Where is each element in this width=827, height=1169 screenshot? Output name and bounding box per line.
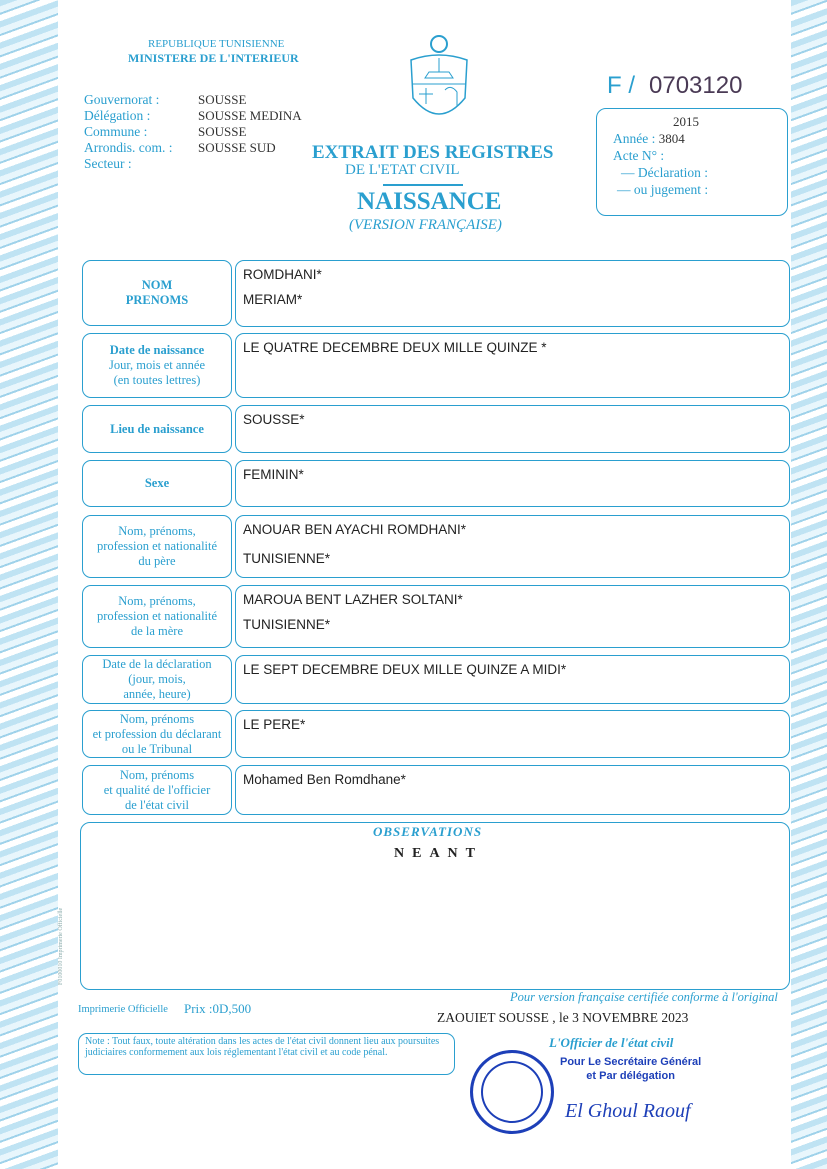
annee-label: Année : (613, 131, 656, 146)
admin-label: Gouvernorat : (84, 92, 160, 107)
label-line: (jour, mois, (128, 672, 186, 686)
label-line: Date de naissance (109, 343, 205, 357)
value-prenoms: MERIAM* (243, 292, 303, 307)
delegation-stamp (560, 1055, 701, 1083)
value-date-declaration (235, 655, 790, 704)
side-printer-text: F0100010 Imprimerie Officielle (58, 907, 64, 985)
official-stamp-icon (470, 1050, 554, 1134)
value-line: TUNISIENNE* (243, 551, 331, 566)
decorative-border-right (791, 0, 827, 1169)
declaration-label: — Déclaration : (621, 165, 708, 180)
label-sexe (82, 460, 232, 507)
value-line: TUNISIENNE* (243, 617, 331, 632)
admin-value: SOUSSE MEDINA (198, 108, 302, 123)
value-declarant (235, 710, 790, 758)
serial-prefix: F / (607, 72, 635, 99)
label-line: année, heure) (123, 687, 191, 701)
value-line: Mohamed Ben Romdhane* (243, 772, 406, 787)
admin-value: SOUSSE (198, 92, 247, 107)
certification-text: Pour version française certifiée conforme à l'original (510, 990, 778, 1004)
label-pere (82, 515, 232, 578)
label-line: ou le Tribunal (121, 741, 193, 756)
label-line: Sexe (144, 476, 170, 490)
observations-title: OBSERVATIONS (373, 824, 483, 839)
label-line: et qualité de l'officier (103, 782, 211, 797)
label-line: Date de la déclaration (102, 657, 212, 671)
label-line: Nom, prénoms (119, 767, 195, 782)
value-officier (235, 765, 790, 815)
label-line: et profession du déclarant (92, 726, 222, 741)
label-line: (en toutes lettres) (113, 373, 201, 387)
label-line: PRENOMS (125, 293, 189, 307)
document-title: EXTRAIT DES REGISTRES (312, 142, 554, 163)
value-date-naissance (235, 333, 790, 398)
value-line: LE SEPT DECEMBRE DEUX MILLE QUINZE A MIDI* (243, 662, 567, 677)
value-line: SOUSSE* (243, 412, 305, 427)
label-nom-prenoms (82, 260, 232, 326)
value-line: LE PERE* (243, 717, 306, 732)
acte-year: 2015 (673, 114, 699, 129)
label-line: profession et nationalité (96, 539, 218, 553)
decorative-border-left (0, 0, 58, 1169)
value-line: LE QUATRE DECEMBRE DEUX MILLE QUINZE * (243, 340, 547, 355)
acte-box (596, 108, 788, 216)
admin-label: Arrondis. com. : (84, 140, 173, 155)
coat-of-arms-icon (405, 34, 473, 130)
jugement-label: — ou jugement : (617, 182, 709, 197)
admin-value: SOUSSE SUD (198, 140, 276, 155)
label-line: Jour, mois et année (108, 358, 205, 372)
value-sexe (235, 460, 790, 507)
label-lieu-naissance (82, 405, 232, 453)
admin-label: Commune : (84, 124, 148, 139)
label-line: profession et nationalité (96, 609, 218, 623)
label-line: de l'état civil (124, 797, 190, 812)
label-officier (82, 765, 232, 815)
title-divider (383, 184, 463, 186)
value-nom-prenoms (235, 260, 790, 327)
admin-label: Délégation : (84, 108, 151, 123)
republic-label: REPUBLIQUE TUNISIENNE (148, 38, 285, 50)
place-date: ZAOUIET SOUSSE , le 3 NOVEMBRE 2023 (437, 1010, 689, 1025)
acte-label: Acte N° : (613, 148, 665, 163)
price-label: Prix :0D,500 (184, 1001, 252, 1016)
label-date-naissance (82, 333, 232, 398)
admin-label: Secteur : (84, 156, 132, 171)
value-lieu-naissance (235, 405, 790, 453)
label-line: Lieu de naissance (110, 421, 204, 436)
value-nom: ROMDHANI* (243, 267, 322, 282)
value-mere (235, 585, 790, 648)
printer-label: Imprimerie Officielle (78, 1004, 168, 1015)
acte-number: 3804 (658, 131, 685, 146)
ministry-label: MINISTERE DE L'INTERIEUR (128, 51, 299, 65)
label-line: Nom, prénoms (119, 711, 195, 726)
signature: El Ghoul Raouf (565, 1100, 691, 1122)
serial-value: 0703120 (649, 72, 743, 99)
label-line: NOM (141, 278, 173, 292)
label-declarant (82, 710, 232, 758)
label-mere (82, 585, 232, 648)
admin-value: SOUSSE (198, 124, 247, 139)
sg-line: Pour Le Secrétaire Général (560, 1056, 702, 1068)
admin-info (84, 92, 302, 172)
legal-note: Note : Tout faux, toute altération dans les actes de l'état civil donnent lieu aux poursuites judiciaires conformement aux lois réglementant l'état civil et au code pénal. (78, 1033, 455, 1075)
document-subtitle: DE L'ETAT CIVIL (345, 162, 460, 178)
label-line: du père (138, 554, 176, 568)
label-line: de la mère (130, 624, 184, 638)
act-type: NAISSANCE (357, 188, 502, 215)
value-line: MAROUA BENT LAZHER SOLTANI* (243, 592, 463, 607)
officer-title: L'Officier de l'état civil (549, 1035, 674, 1050)
value-pere (235, 515, 790, 578)
sg-line: et Par délégation (586, 1070, 675, 1082)
observations-value: NEANT (394, 846, 484, 861)
label-line: Nom, prénoms, (118, 524, 196, 538)
label-date-declaration (82, 655, 232, 704)
value-line: ANOUAR BEN AYACHI ROMDHANI* (243, 522, 467, 537)
value-line: FEMININ* (243, 467, 304, 482)
serial-number (607, 72, 742, 100)
label-line: Nom, prénoms, (118, 594, 196, 608)
version-label: (VERSION FRANÇAISE) (349, 217, 502, 233)
